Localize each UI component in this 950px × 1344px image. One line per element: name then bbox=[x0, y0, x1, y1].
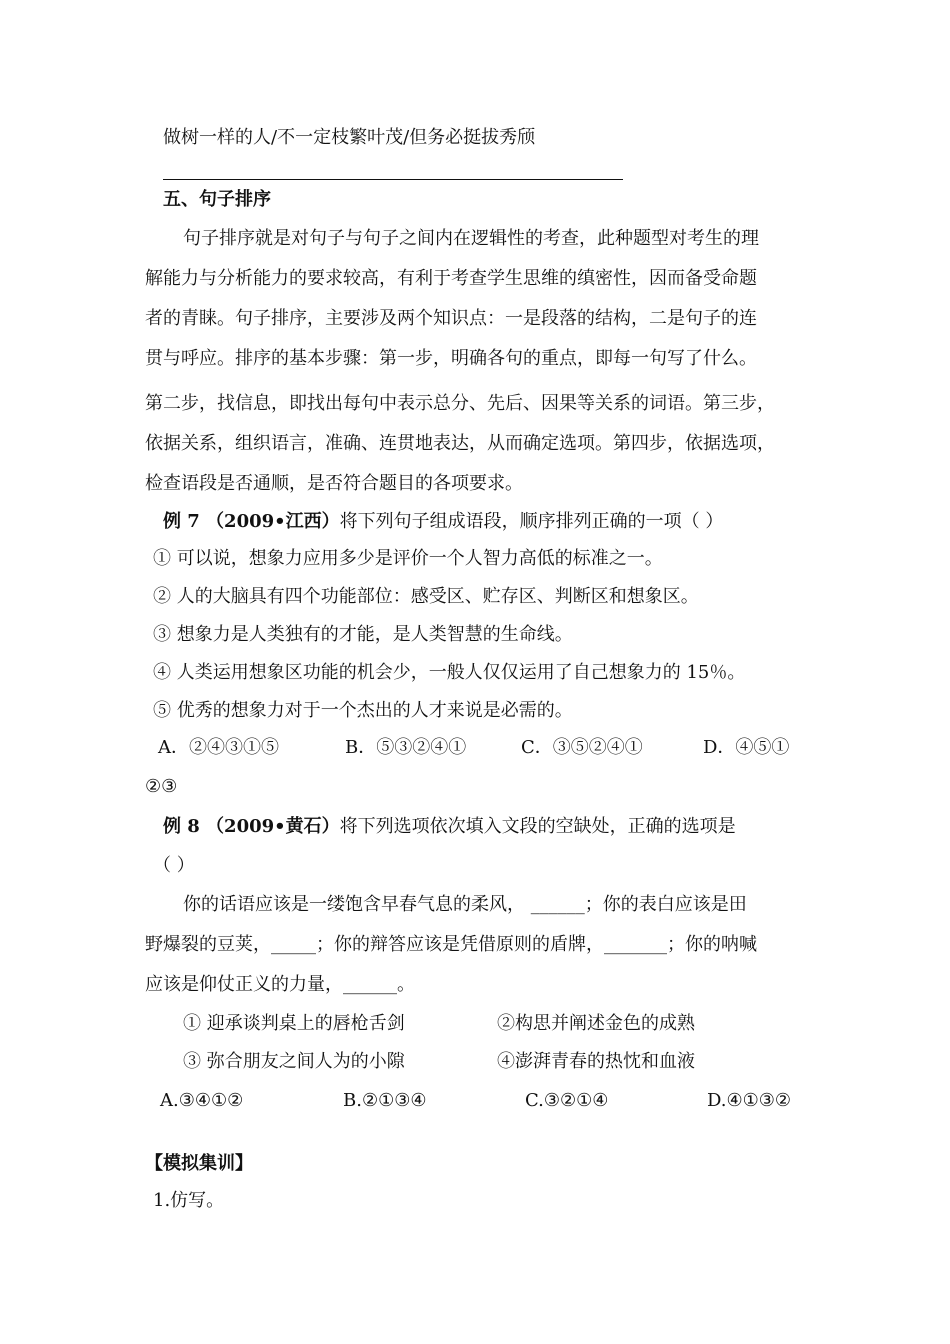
intro-line: 第二步，找信息，即找出每句中表示总分、先后、因果等关系的词语。第三步， bbox=[145, 393, 775, 414]
pattern-line: 做树一样的人/不一定枝繁叶茂/但务必挺拔秀颀 bbox=[163, 127, 536, 148]
section-title: 五、句子排序 bbox=[163, 189, 271, 210]
intro-line: 者的青睐。句子排序，主要涉及两个知识点：一是段落的结构，二是句子的连 bbox=[145, 308, 757, 329]
choice-item: ②构思并阐述金色的成熟 bbox=[497, 1013, 695, 1034]
practice-item: 1.仿写。 bbox=[153, 1190, 225, 1211]
answer-parentheses: （ ） bbox=[153, 855, 195, 876]
passage-line: 你的话语应该是一缕饱含早春气息的柔风， ______；你的表白应该是田 bbox=[183, 894, 747, 915]
example-8-question: 将下列选项依次填入文段的空缺处，正确的选项是 bbox=[339, 816, 736, 837]
option-b: B．⑤③②④① bbox=[345, 737, 467, 758]
passage-line: 野爆裂的豆荚，_____；你的辩答应该是凭借原则的盾牌，_______；你的呐喊 bbox=[145, 934, 757, 955]
sentence-item: ③ 想象力是人类独有的才能，是人类智慧的生命线。 bbox=[153, 624, 573, 645]
practice-title: 【模拟集训】 bbox=[145, 1153, 253, 1174]
option-a: A.③④①② bbox=[160, 1090, 244, 1111]
option-d: D．④⑤① bbox=[703, 737, 790, 758]
sentence-item: ① 可以说，想象力应用多少是评价一个人智力高低的标准之一。 bbox=[153, 548, 663, 569]
example-7-label: 例 7 （2009•江西） bbox=[163, 511, 340, 532]
example-7-heading bbox=[163, 510, 723, 534]
choice-item: ① 迎承谈判桌上的唇枪舌剑 bbox=[183, 1013, 405, 1034]
intro-line: 解能力与分析能力的要求较高，有利于考查学生思维的缜密性，因而备受命题 bbox=[145, 268, 757, 289]
intro-line: 句子排序就是对句子与句子之间内在逻辑性的考查，此种题型对考生的理 bbox=[183, 228, 759, 249]
example-8-heading bbox=[163, 815, 736, 839]
option-d: D.④①③② bbox=[707, 1090, 792, 1111]
answer-line bbox=[163, 179, 623, 180]
sentence-item: ④ 人类运用想象区功能的机会少，一般人仅仅运用了自己想象力的 15％。 bbox=[153, 662, 746, 683]
choice-item: ③ 弥合朋友之间人为的小隙 bbox=[183, 1051, 405, 1072]
example-8-label: 例 8 （2009•黄石） bbox=[163, 816, 340, 837]
intro-line: 依据关系，组织语言，准确、连贯地表达，从而确定选项。第四步，依据选项， bbox=[145, 433, 775, 454]
example-7-question: 将下列句子组成语段，顺序排列正确的一项（ ） bbox=[339, 511, 724, 532]
sentence-item: ② 人的大脑具有四个功能部位：感受区、贮存区、判断区和想象区。 bbox=[153, 586, 699, 607]
option-c: C.③②①④ bbox=[525, 1090, 609, 1111]
intro-line: 贯与呼应。排序的基本步骤：第一步，明确各句的重点，即每一句写了什么。 bbox=[145, 348, 757, 369]
option-d-continued: ②③ bbox=[145, 776, 178, 797]
intro-line: 检查语段是否通顺，是否符合题目的各项要求。 bbox=[145, 473, 523, 494]
sentence-item: ⑤ 优秀的想象力对于一个杰出的人才来说是必需的。 bbox=[153, 700, 573, 721]
passage-line: 应该是仰仗正义的力量，______。 bbox=[145, 974, 415, 995]
option-a: A．②④③①⑤ bbox=[158, 737, 279, 758]
choice-item: ④澎湃青春的热忱和血液 bbox=[497, 1051, 695, 1072]
option-b: B.②①③④ bbox=[343, 1090, 427, 1111]
option-c: C．③⑤②④① bbox=[521, 737, 643, 758]
